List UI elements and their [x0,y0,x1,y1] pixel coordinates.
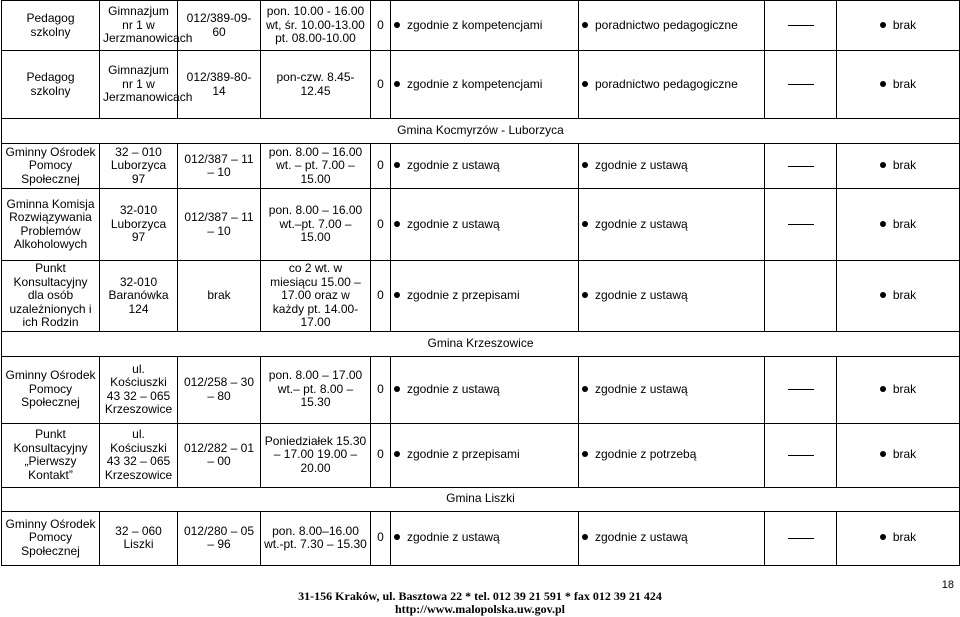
bullet-icon [582,162,588,168]
footer-address: 31-156 Kraków, ul. Basztowa 22 * tel. 012 39 21 591 * fax 012 39 21 424 [298,589,662,603]
address-text: 32-010 Luborzyca 97 [110,203,167,245]
other [837,1,960,51]
institution-name-text: Gminny Ośrodek Pomocy Społecznej [5,516,96,558]
other-text: brak [892,288,917,302]
office-hours [261,51,371,119]
scope-wrap [582,531,761,545]
bullet-icon [394,221,400,227]
bullet-icon [880,22,886,28]
count-text: 0 [377,381,384,396]
phone [178,51,261,119]
institution-name [2,261,100,332]
fee [765,423,837,487]
bullet-icon [880,386,886,392]
phone-text: 012/389-80-14 [186,70,252,98]
institution-name [2,423,100,487]
bullet-icon [880,451,886,457]
count-text: 0 [377,158,384,173]
address [100,356,178,423]
bullet-icon [880,534,886,540]
office-hours-text: pon. 8.00–16.00 wt.-pt. 7.30 – 15.30 [264,523,367,551]
legal-basis [391,189,579,261]
legal-basis [391,144,579,189]
other [837,356,960,423]
dash-mark [788,166,814,167]
institution-name [2,144,100,189]
table-row [2,356,960,423]
phone-text: 012/282 – 01 – 00 [183,440,255,468]
scope-text: poradnictwo pedagogiczne [595,76,738,91]
address-text: Gimnazjum nr 1 w Jerzmanowicach [103,4,193,46]
legal-basis [391,511,579,565]
legal-basis-text: zgodnie z ustawą [407,530,500,545]
office-hours [261,261,371,332]
count [371,144,391,189]
other-wrap [840,289,956,303]
table-row [2,144,960,189]
table-row [2,511,960,565]
institution-name-text: Punkt Konsultacyjny dla osób uzależnionych i ich Rodzin [9,261,92,329]
legal-basis-text: zgodnie z ustawą [407,158,500,173]
scope-text: poradnictwo pedagogiczne [595,17,738,32]
scope-text: zgodnie z ustawą [595,530,688,545]
table-row [2,1,960,51]
count [371,356,391,423]
address-text: ul. Kościuszki 43 32 – 065 Krzeszowice [104,427,173,482]
other [837,51,960,119]
address [100,1,193,51]
institution-name-text: Punkt Konsultacyjny „Pierwszy Kontakt” [13,427,88,482]
institution-name [2,511,100,565]
scope-text: zgodnie z potrzebą [595,447,697,462]
legal-basis [391,356,579,423]
address [100,189,178,261]
institution-name-text: Gminna Komisja Rozwiązywania Problemów Alkoholowych [6,196,95,251]
section-title: Gmina Krzeszowice [2,331,960,356]
count-text: 0 [377,447,384,462]
other-text: brak [892,447,917,462]
phone-text: 012/387 – 11 – 10 [184,151,254,179]
scope [579,423,765,487]
section-header-row [2,331,960,356]
fee [765,261,837,332]
other-text: brak [892,381,917,396]
phone-text: 012/387 – 11 – 10 [184,210,254,238]
dash-mark [788,455,814,456]
count-text: 0 [377,530,384,545]
fee [765,511,837,565]
scope [579,511,765,565]
office-hours [261,511,371,565]
legal-basis-wrap [394,531,575,545]
bullet-icon [394,22,400,28]
count [371,261,391,332]
office-hours-text: pon. 8.00 – 16.00 wt.–pt. 7.00 – 15.00 [268,203,363,245]
bullet-icon [582,292,588,298]
dash-mark [788,25,814,26]
scope [579,261,765,332]
other-text: brak [892,216,917,231]
scope-text: zgodnie z ustawą [595,158,688,173]
address-text: 32 – 010 Luborzyca 97 [110,144,167,186]
bullet-icon [394,81,400,87]
legal-basis-text: zgodnie z przepisami [407,288,520,302]
scope [579,356,765,423]
fee [765,356,837,423]
scope [579,144,765,189]
section-header-row [2,487,960,511]
address [100,144,178,189]
institution-name-text: Pedagog szkolny [26,70,75,98]
services-table [1,0,960,566]
address-text: 32-010 Baranówka 124 [108,274,169,316]
phone-text: 012/389-09-60 [186,11,252,39]
address [100,511,178,565]
section-title: Gmina Kocmyrzów - Luborzyca [2,119,960,144]
office-hours [261,423,371,487]
dash-mark [788,389,814,390]
institution-name [2,189,100,261]
phone-text: 012/258 – 30 – 80 [183,375,255,403]
institution-name [2,1,100,51]
legal-basis-wrap [394,159,575,173]
office-hours-text: Poniedziałek 15.30 – 17.00 19.00 – 20.00 [264,433,367,475]
phone-text: 012/280 – 05 – 96 [183,523,255,551]
address [100,423,178,487]
bullet-icon [582,221,588,227]
legal-basis [391,1,579,51]
office-hours-text: pon. 8.00 – 17.00 wt.– pt. 8.00 – 15.30 [268,368,363,410]
other-text: brak [892,158,917,173]
fee [765,144,837,189]
scope-text: zgodnie z ustawą [595,381,688,396]
scope-wrap [582,218,761,232]
other-text: brak [892,17,917,32]
phone-text: brak [207,288,231,302]
other-wrap [840,218,956,232]
other-text: brak [892,76,917,91]
address-text: Gimnazjum nr 1 w Jerzmanowicach [103,63,193,105]
scope-wrap [582,383,761,397]
count [371,51,391,119]
office-hours [261,356,371,423]
table-row [2,51,960,119]
count-text: 0 [377,216,384,231]
legal-basis-text: zgodnie z kompetencjami [407,76,543,91]
count [371,423,391,487]
other [837,511,960,565]
dash-mark [788,84,814,85]
count-text: 0 [377,288,384,302]
other-wrap [840,78,956,92]
office-hours-text: pon-czw. 8.45-12.45 [276,70,355,98]
scope-text: zgodnie z ustawą [595,216,688,231]
address-text: ul. Kościuszki 43 32 – 065 Krzeszowice [104,361,173,416]
bullet-icon [880,292,886,298]
table-row [2,423,960,487]
scope-wrap [582,289,761,303]
other-text: brak [892,530,917,545]
institution-name-text: Gminny Ośrodek Pomocy Społecznej [5,368,96,410]
bullet-icon [394,534,400,540]
bullet-icon [582,386,588,392]
scope [579,189,765,261]
office-hours-text: pon. 10.00 - 16.00 wt, śr. 10.00-13.00 pt. 08.00-10.00 [266,4,365,46]
fee [765,189,837,261]
fee [765,51,837,119]
legal-basis-wrap [394,383,575,397]
count-text: 0 [377,76,384,91]
legal-basis-wrap [394,289,575,303]
bullet-icon [394,451,400,457]
table-body [2,1,960,566]
office-hours [261,189,371,261]
phone [178,261,261,332]
institution-name [2,51,100,119]
bullet-icon [394,292,400,298]
phone [178,144,261,189]
institution-name-text: Gminny Ośrodek Pomocy Społecznej [5,144,96,186]
phone [178,423,261,487]
other-wrap [840,448,956,462]
legal-basis-text: zgodnie z ustawą [407,216,500,231]
scope [579,51,765,119]
legal-basis-text: zgodnie z przepisami [407,447,520,462]
institution-name [2,356,100,423]
count [371,511,391,565]
footer [0,590,960,616]
other [837,144,960,189]
other-wrap [840,19,956,33]
office-hours [261,1,371,51]
legal-basis-wrap [394,218,575,232]
bullet-icon [880,81,886,87]
bullet-icon [394,386,400,392]
legal-basis-text: zgodnie z kompetencjami [407,17,543,32]
section-title: Gmina Liszki [2,487,960,511]
legal-basis [391,261,579,332]
address [100,51,193,119]
phone [178,356,261,423]
footer-url[interactable]: http://www.malopolska.uw.gov.pl [394,602,566,616]
count [371,1,391,51]
scope-wrap [582,78,761,92]
other-wrap [840,159,956,173]
office-hours-text: co 2 wt. w miesiącu 15.00 – 17.00 oraz w każdy pt. 14.00-17.00 [270,261,361,329]
scope-wrap [582,448,761,462]
scope-wrap [582,19,761,33]
bullet-icon [880,162,886,168]
bullet-icon [582,22,588,28]
other [837,423,960,487]
bullet-icon [582,534,588,540]
address-text: 32 – 060 Liszki [115,523,162,551]
bullet-icon [582,451,588,457]
other [837,261,960,332]
phone [178,189,261,261]
bullet-icon [880,221,886,227]
scope-text: zgodnie z ustawą [595,288,688,302]
dash-mark [788,538,814,539]
bullet-icon [582,81,588,87]
other-wrap [840,383,956,397]
legal-basis-wrap [394,78,575,92]
table-row [2,189,960,261]
count [371,189,391,261]
legal-basis [391,423,579,487]
legal-basis-text: zgodnie z ustawą [407,381,500,396]
other-wrap [840,531,956,545]
address [100,261,178,332]
section-header-row [2,119,960,144]
fee [765,1,837,51]
office-hours [261,144,371,189]
page-number: 18 [941,579,954,591]
dash-mark [788,224,814,225]
count-text: 0 [377,17,384,32]
scope-wrap [582,159,761,173]
scope [579,1,765,51]
phone [178,511,261,565]
office-hours-text: pon. 8.00 – 16.00 wt. – pt. 7.00 – 15.00 [268,144,363,186]
legal-basis-wrap [394,19,575,33]
table-row [2,261,960,332]
other [837,189,960,261]
legal-basis [391,51,579,119]
legal-basis-wrap [394,448,575,462]
institution-name-text: Pedagog szkolny [26,11,75,39]
bullet-icon [394,162,400,168]
